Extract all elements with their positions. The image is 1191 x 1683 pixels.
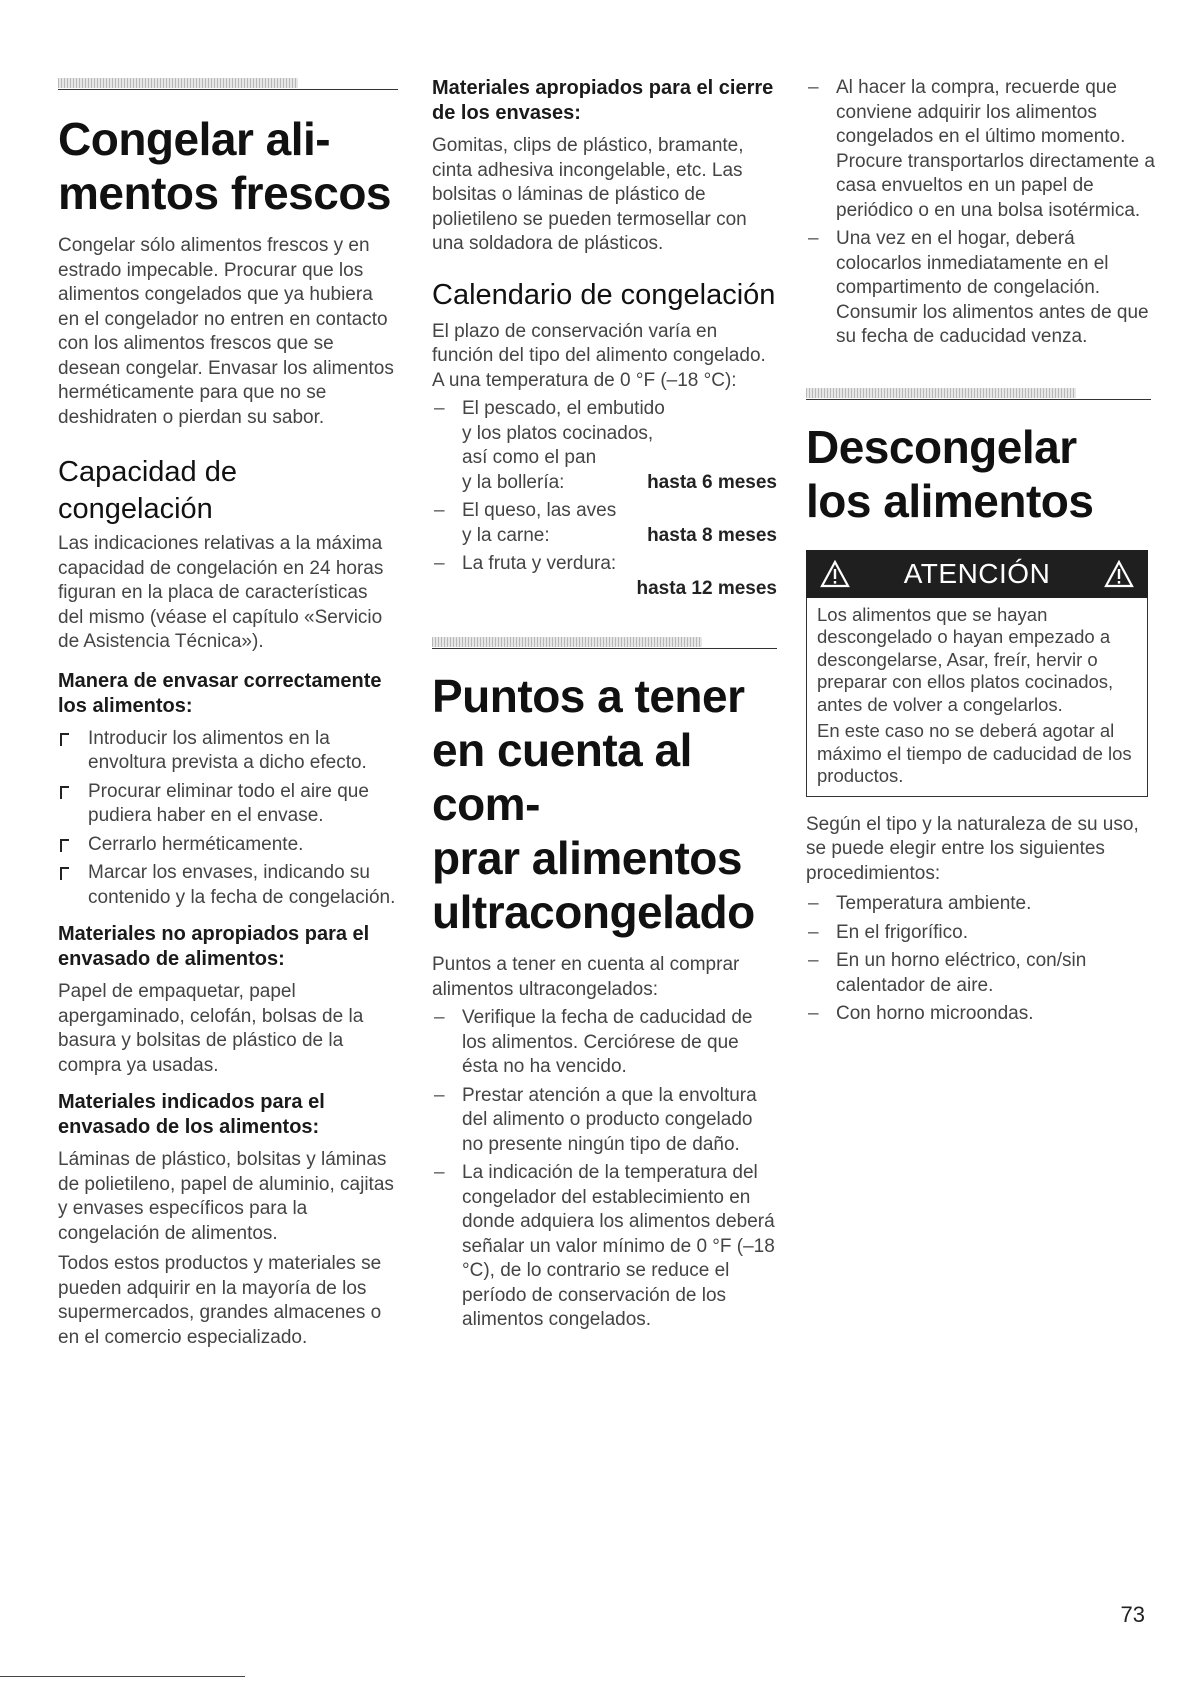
suitable-materials-heading: Materiales indicados para el envasado de los alimentos: <box>58 1091 325 1138</box>
checkbox-icon <box>60 839 69 852</box>
list-item: Cerrarlo herméticamente. <box>58 833 398 858</box>
attention-title: ATENCIÓN <box>903 557 1051 589</box>
section-rule <box>432 635 777 649</box>
suitable-materials-availability: Todos estos productos y materiales se pueden adquirir en la mayoría de los supermercados, grandes almacenes o en el comercio especializado. <box>58 1253 382 1348</box>
checkbox-icon <box>60 733 69 746</box>
list-item: Marcar los envases, indicando su contenido y la fecha de congelación. <box>58 861 398 910</box>
capacity-text: Las indicaciones relativas a la máxima capacidad de congelación en 24 horas figuran en la placa de características del mismo (véase el capítulo «Servicio de Asistencia Técnica»). <box>58 533 384 652</box>
duration-8-months: hasta 8 meses <box>647 524 777 546</box>
attention-box <box>806 550 1148 797</box>
thaw-methods-list <box>806 892 1156 1027</box>
suitable-materials-text: Láminas de plástico, bolsitas y láminas de polietileno, papel de aluminio, cajitas y envases específicos para la congelación de alimentos. <box>58 1149 394 1244</box>
closure-materials-text: Gomitas, clips de plástico, bramante, cinta adhesiva incongelable, etc. Las bolsitas o láminas de plástico de polietileno se pueden termosellar con una soldadora de plásticos. <box>432 135 747 254</box>
list-item: – Con horno microondas. <box>806 1002 1156 1027</box>
unsuitable-materials-text: Papel de empaquetar, papel apergaminado, celofán, bolsas de la basura y bolsitas de plástico de la compra ya usadas. <box>58 981 364 1076</box>
column-2 <box>432 76 777 1337</box>
calendar-list <box>432 397 777 601</box>
attention-body <box>806 598 1148 797</box>
thaw-intro: Según el tipo y la naturaleza de su uso, se puede elegir entre los siguientes procedimientos: <box>806 813 1139 884</box>
duration-12-months: hasta 12 meses <box>636 577 777 599</box>
attention-header <box>806 550 1148 598</box>
thaw-title: Descongelar los alimentos <box>806 420 1094 527</box>
freeze-fresh-title: Congelar ali- mentos frescos <box>58 113 392 219</box>
calendar-item-fish: – El pescado, el embutido y los platos cocinados, así como el pan y la bollería: hasta 6 meses <box>432 397 777 495</box>
list-item: – Verifique la fecha de caducidad de los alimentos. Cerciórese de que ésta no ha vencido. <box>432 1006 777 1080</box>
calendar-item-fruit: – La fruta y verdura: hasta 12 meses <box>432 552 777 601</box>
column-1 <box>58 76 398 1350</box>
column-3 <box>806 76 1156 1031</box>
calendar-item-cheese: – El queso, las aves y la carne: hasta 8 meses <box>432 499 777 548</box>
buying-list <box>432 1006 777 1333</box>
section-rule <box>806 386 1151 400</box>
capacity-heading: Capacidad de congelación <box>58 456 237 525</box>
footer-rule <box>0 1676 245 1677</box>
buying-list-continued <box>806 76 1156 350</box>
packing-list <box>58 727 398 911</box>
warning-triangle-icon <box>820 560 850 588</box>
calendar-intro: El plazo de conservación varía en función del tipo del alimento congelado. A una temperatura de 0 °F (–18 °C): <box>432 320 766 391</box>
list-item: – Temperatura ambiente. <box>806 892 1156 917</box>
list-item: – En un horno eléctrico, con/sin calentador de aire. <box>806 949 1156 998</box>
list-item: – La indicación de la temperatura del congelador del establecimiento en donde adquiera los alimentos deberá señalar un valor mínimo de 0 °F (–18 °C), de lo contrario se reduce el período de conservación de los alimentos congelados. <box>432 1161 777 1333</box>
checkbox-icon <box>60 786 69 799</box>
buying-title: Puntos a tener en cuenta al com- prar alimentos ultracongelado <box>432 670 755 938</box>
section-rule <box>58 76 398 90</box>
list-item: Procurar eliminar todo el aire que pudiera haber en el envase. <box>58 780 398 829</box>
duration-6-months: hasta 6 meses <box>647 471 777 493</box>
packing-heading: Manera de envasar correctamente los alimentos: <box>58 669 382 717</box>
calendar-heading: Calendario de congelación <box>432 278 776 311</box>
attention-text: Los alimentos que se hayan descongelado o hayan empezado a descongelarse, Asar, freír, hervir o preparar con ellos platos cocinados, antes de volver a congelarlos. <box>817 603 1114 715</box>
unsuitable-materials-heading: Materiales no apropiados para el envasado de alimentos: <box>58 923 370 970</box>
list-item: – Al hacer la compra, recuerde que conviene adquirir los alimentos congelados en el último momento. Procure transportarlos directamente a casa envueltos en un papel de periódico o en una bolsa isotérmica. <box>806 76 1156 223</box>
list-item: – Prestar atención a que la envoltura del alimento o producto congelado no presente ningún tipo de daño. <box>432 1084 777 1158</box>
closure-materials-heading: Materiales apropiados para el cierre de los envases: <box>432 77 774 124</box>
buying-intro: Puntos a tener en cuenta al comprar alimentos ultracongelados: <box>432 954 740 1000</box>
page-number: 73 <box>1120 1602 1145 1627</box>
list-item: – Una vez en el hogar, deberá colocarlos inmediatamente en el compartimento de congelación. Consumir los alimentos antes de que su fecha de caducidad venza. <box>806 227 1156 350</box>
checkbox-icon <box>60 867 69 880</box>
warning-triangle-icon <box>1104 560 1134 588</box>
freeze-fresh-intro: Congelar sólo alimentos frescos y en estrado impecable. Procurar que los alimentos congelados que ya hubiera en el congelador no entren en contacto con los alimentos frescos que se desean congelar. Envasar los alimentos herméticamente para que no se deshidraten o pierdan su sabor. <box>58 235 394 428</box>
list-item: – En el frigorífico. <box>806 921 1156 946</box>
list-item: Introducir los alimentos en la envoltura prevista a dicho efecto. <box>58 727 398 776</box>
attention-note: En este caso no se deberá agotar al máximo el tiempo de caducidad de los productos. <box>817 720 1132 786</box>
